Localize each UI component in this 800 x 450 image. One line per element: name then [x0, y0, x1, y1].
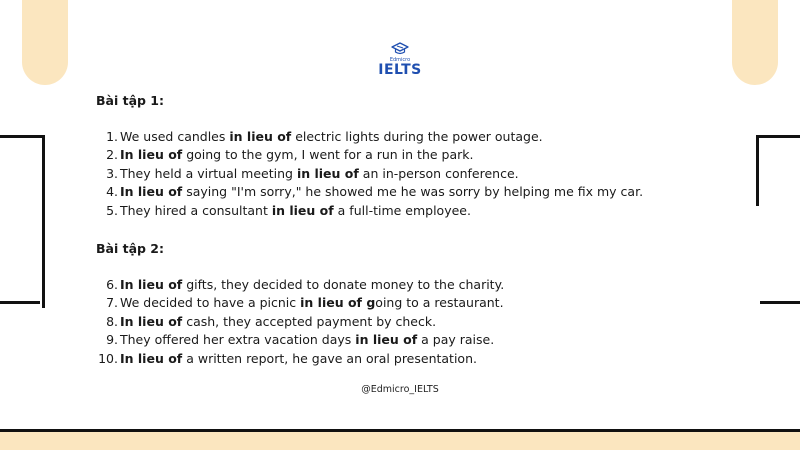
item-keyword: In lieu of	[120, 350, 183, 366]
item-keyword: in lieu of	[355, 332, 418, 348]
logo-brand-main: IELTS	[378, 62, 422, 78]
item-keyword: In lieu of	[120, 313, 183, 329]
item-text-after: an in-person conference.	[358, 165, 519, 181]
item-number: 10.	[98, 350, 118, 366]
exercise-list	[96, 128, 736, 220]
exercise-list	[96, 276, 736, 368]
item-text-before: They offered her extra vacation days	[120, 332, 356, 348]
item-text-after: electric lights during the power outage.	[291, 129, 543, 144]
section-title: Bài tập 1:	[96, 93, 165, 108]
list-item	[96, 202, 736, 220]
item-keyword: In lieu of	[120, 147, 183, 163]
item-keyword: in lieu of	[296, 165, 359, 181]
graduation-cap-icon	[391, 42, 409, 56]
section-title: Bài tập 2:	[96, 240, 165, 256]
item-text-after: a written report, he gave an oral presentation.	[182, 350, 477, 366]
edmicro-ielts-logo	[370, 42, 430, 78]
item-number: 7.	[106, 295, 118, 311]
item-number: 4.	[106, 184, 118, 200]
item-number: 6.	[106, 276, 118, 292]
logo-brand-small: Edmicro	[389, 57, 411, 63]
item-text-after: going to the gym, I went for a run in the park.	[182, 147, 474, 163]
list-item	[96, 350, 736, 368]
item-text-after: gifts, they decided to donate money to the charity.	[182, 276, 505, 292]
item-text-after: a pay raise.	[417, 332, 495, 348]
item-keyword: In lieu of	[120, 276, 183, 292]
list-item	[96, 146, 736, 164]
item-number: 2.	[106, 147, 118, 163]
item-text-after: oing to a restaurant.	[375, 295, 504, 311]
item-number: 5.	[106, 202, 118, 218]
item-keyword: in lieu of	[229, 129, 292, 144]
footer-handle: @Edmicro_IELTS	[361, 384, 439, 395]
item-text-after: cash, they accepted payment by check.	[182, 313, 437, 329]
item-number: 9.	[106, 332, 118, 348]
decorative-bracket-left	[0, 135, 45, 308]
item-number: 8.	[106, 313, 118, 329]
item-keyword: in lieu of	[271, 202, 334, 218]
list-item	[96, 128, 736, 146]
list-item	[96, 165, 736, 183]
decorative-line-left	[0, 301, 40, 304]
item-text-before: We used candles	[120, 129, 230, 144]
item-text-before: They hired a consultant	[120, 202, 272, 218]
list-item	[96, 183, 736, 201]
item-number: 1.	[106, 129, 118, 144]
item-text-before: We decided to have a picnic	[120, 295, 301, 311]
list-item	[96, 294, 736, 312]
item-text-before: They held a virtual meeting	[120, 165, 297, 181]
item-keyword: In lieu of	[120, 184, 183, 200]
item-keyword: in lieu of g	[300, 295, 376, 311]
decorative-pill-right	[732, 0, 778, 85]
list-item	[96, 313, 736, 331]
bottom-band	[0, 432, 800, 450]
item-number: 3.	[106, 165, 118, 181]
decorative-pill-left	[22, 0, 68, 85]
exercise-content	[96, 92, 736, 368]
list-item	[96, 331, 736, 349]
decorative-line-right	[760, 301, 800, 304]
item-text-after: a full-time employee.	[333, 202, 471, 218]
decorative-bracket-right	[756, 135, 800, 206]
list-item	[96, 276, 736, 294]
item-text-after: saying "I'm sorry," he showed me he was sorry by helping me fix my car.	[182, 184, 644, 200]
